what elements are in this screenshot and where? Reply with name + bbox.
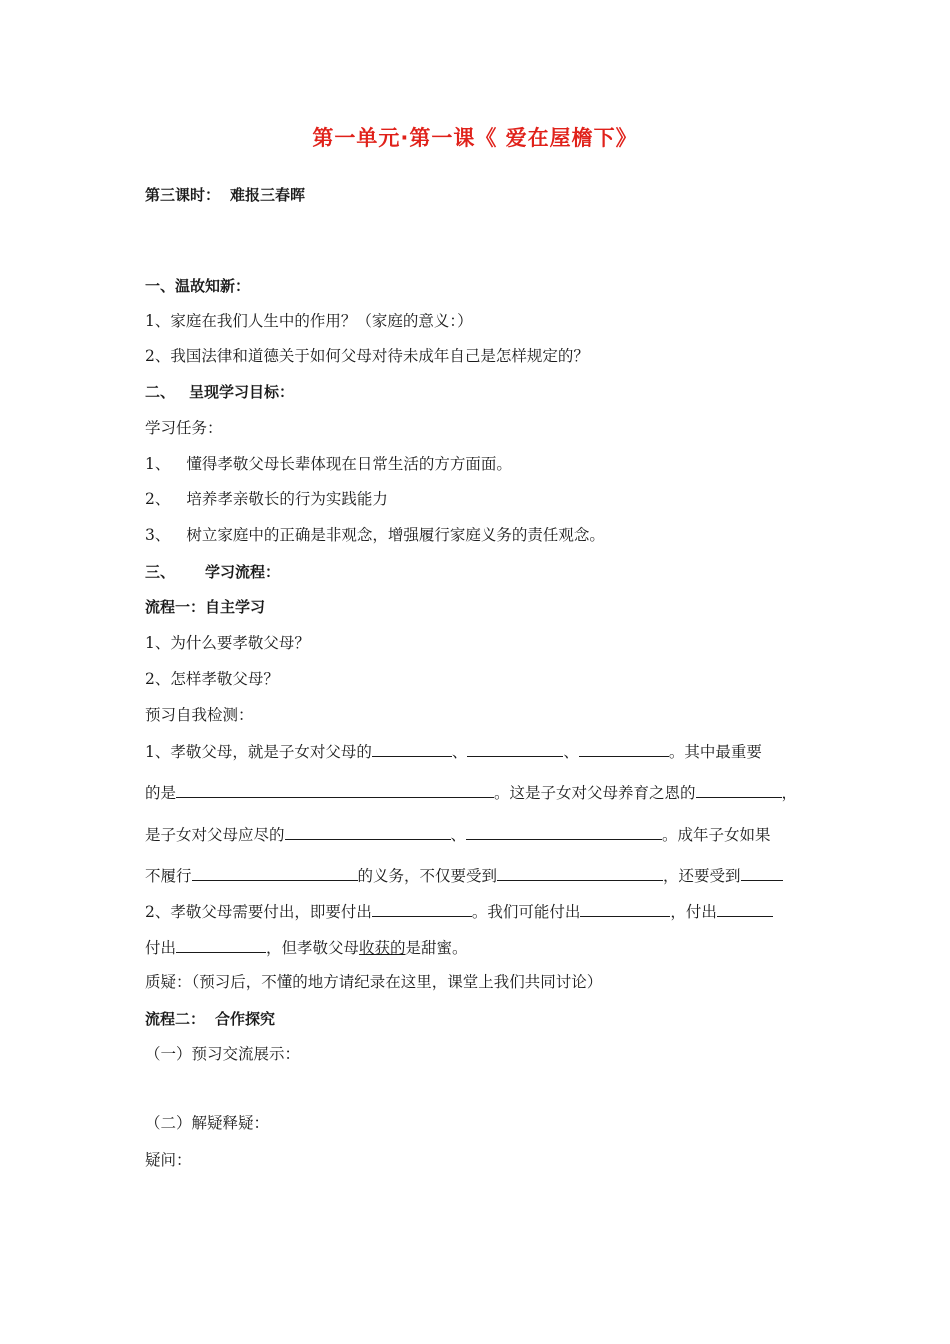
task-label: 学习任务： [145, 419, 223, 437]
goal-num: 1、 [145, 455, 171, 473]
fill-text: 、 [563, 743, 579, 761]
fill-blank[interactable] [176, 781, 494, 798]
fill-line-5 [145, 900, 773, 923]
fill-text: 、 [451, 743, 468, 761]
fill-blank[interactable] [466, 823, 662, 840]
flow2-part-1: （一）预习交流展示： [145, 1045, 301, 1063]
fill-blank[interactable] [467, 740, 563, 757]
fill-text: ，付出 [670, 903, 717, 921]
flow2-heading: 流程二： [145, 1010, 206, 1028]
page-title: 第一单元·第一课《 爱在屋檐下》 [312, 126, 638, 150]
fill-text: ，还要受到 [663, 867, 741, 885]
fill-blank[interactable] [717, 900, 773, 917]
fill-text: ，但孝敬父母 [266, 939, 360, 957]
fill-text: 。其中最重要 [668, 743, 762, 761]
fill-text: 、 [450, 826, 467, 844]
section2-heading-line [145, 381, 294, 403]
fill-blank[interactable] [176, 936, 266, 953]
fill-line-2 [145, 781, 797, 804]
fill-text: 付出 [145, 939, 177, 957]
fill-blank[interactable] [497, 864, 663, 881]
fill-blank[interactable] [192, 864, 358, 881]
fill-text: 是甜蜜。 [405, 939, 468, 957]
fill-blank[interactable] [372, 900, 472, 917]
fill-blank[interactable] [696, 781, 782, 798]
section1-question-2: 2、我国法律和道德关于如何父母对待未成年自己是怎样规定的？ [145, 347, 589, 365]
fill-text: 。成年子女如果 [662, 826, 771, 844]
fill-text: ， [781, 784, 798, 802]
fill-blank[interactable] [285, 823, 451, 840]
fill-text: 。这是子女对父母养育之恩的 [494, 784, 696, 802]
question-note: 质疑：（预习后，不懂的地方请纪录在这里，课堂上我们共同讨论） [145, 973, 603, 991]
section2-num: 二、 [145, 383, 176, 401]
goal-text: 培养孝亲敬长的行为实践能力 [186, 490, 388, 508]
flow2-part-2: （二）解疑释疑： [145, 1114, 270, 1132]
section3-num: 三、 [145, 563, 176, 581]
goal-num: 3、 [145, 526, 171, 544]
goal-num: 2、 [145, 490, 171, 508]
underlined-text: 收获的 [359, 939, 406, 957]
fill-blank[interactable] [579, 740, 669, 757]
section1-question-1: 1、家庭在我们人生中的作用？（家庭的意义：） [145, 312, 473, 330]
goal-item [145, 524, 605, 546]
lesson-line [145, 184, 305, 206]
fill-text: 的是 [145, 784, 177, 802]
flow2-heading-line [145, 1008, 275, 1030]
fill-line-4 [145, 864, 783, 887]
fill-text: 不履行 [145, 867, 192, 885]
lesson-topic: 难报三春晖 [230, 186, 306, 204]
fill-line-1 [145, 740, 762, 763]
flow1-heading: 流程一：自主学习 [145, 598, 266, 616]
fill-text: 2、孝敬父母需要付出，即要付出 [145, 903, 372, 921]
self-check-label: 预习自我检测： [145, 706, 254, 724]
flow1-question-1: 1、为什么要孝敬父母？ [145, 634, 310, 652]
fill-text: 的义务，不仅要受到 [357, 867, 498, 885]
fill-blank[interactable] [741, 864, 783, 881]
fill-blank[interactable] [372, 740, 452, 757]
doubt-label: 疑问： [145, 1151, 192, 1169]
fill-text: 。我们可能付出 [471, 903, 581, 921]
goal-text: 懂得孝敬父母长辈体现在日常生活的方方面面。 [186, 455, 512, 473]
section3-heading-line [145, 561, 280, 583]
lesson-label: 第三课时： [145, 186, 221, 204]
flow1-question-2: 2、怎样孝敬父母？ [145, 670, 279, 688]
goal-item [145, 453, 512, 475]
section2-heading: 呈现学习目标： [189, 383, 295, 401]
fill-text: 1、孝敬父母，就是子女对父母的 [145, 743, 372, 761]
fill-line-6 [145, 936, 468, 959]
fill-text: 是子女对父母应尽的 [145, 826, 285, 844]
goal-item [145, 488, 388, 510]
section1-heading: 一、温故知新： [145, 277, 251, 295]
section3-heading: 学习流程： [205, 563, 281, 581]
fill-line-3 [145, 823, 771, 846]
goal-text: 树立家庭中的正确是非观念，增强履行家庭义务的责任观念。 [186, 526, 605, 544]
flow2-subheading: 合作探究 [215, 1010, 276, 1028]
fill-blank[interactable] [580, 900, 670, 917]
